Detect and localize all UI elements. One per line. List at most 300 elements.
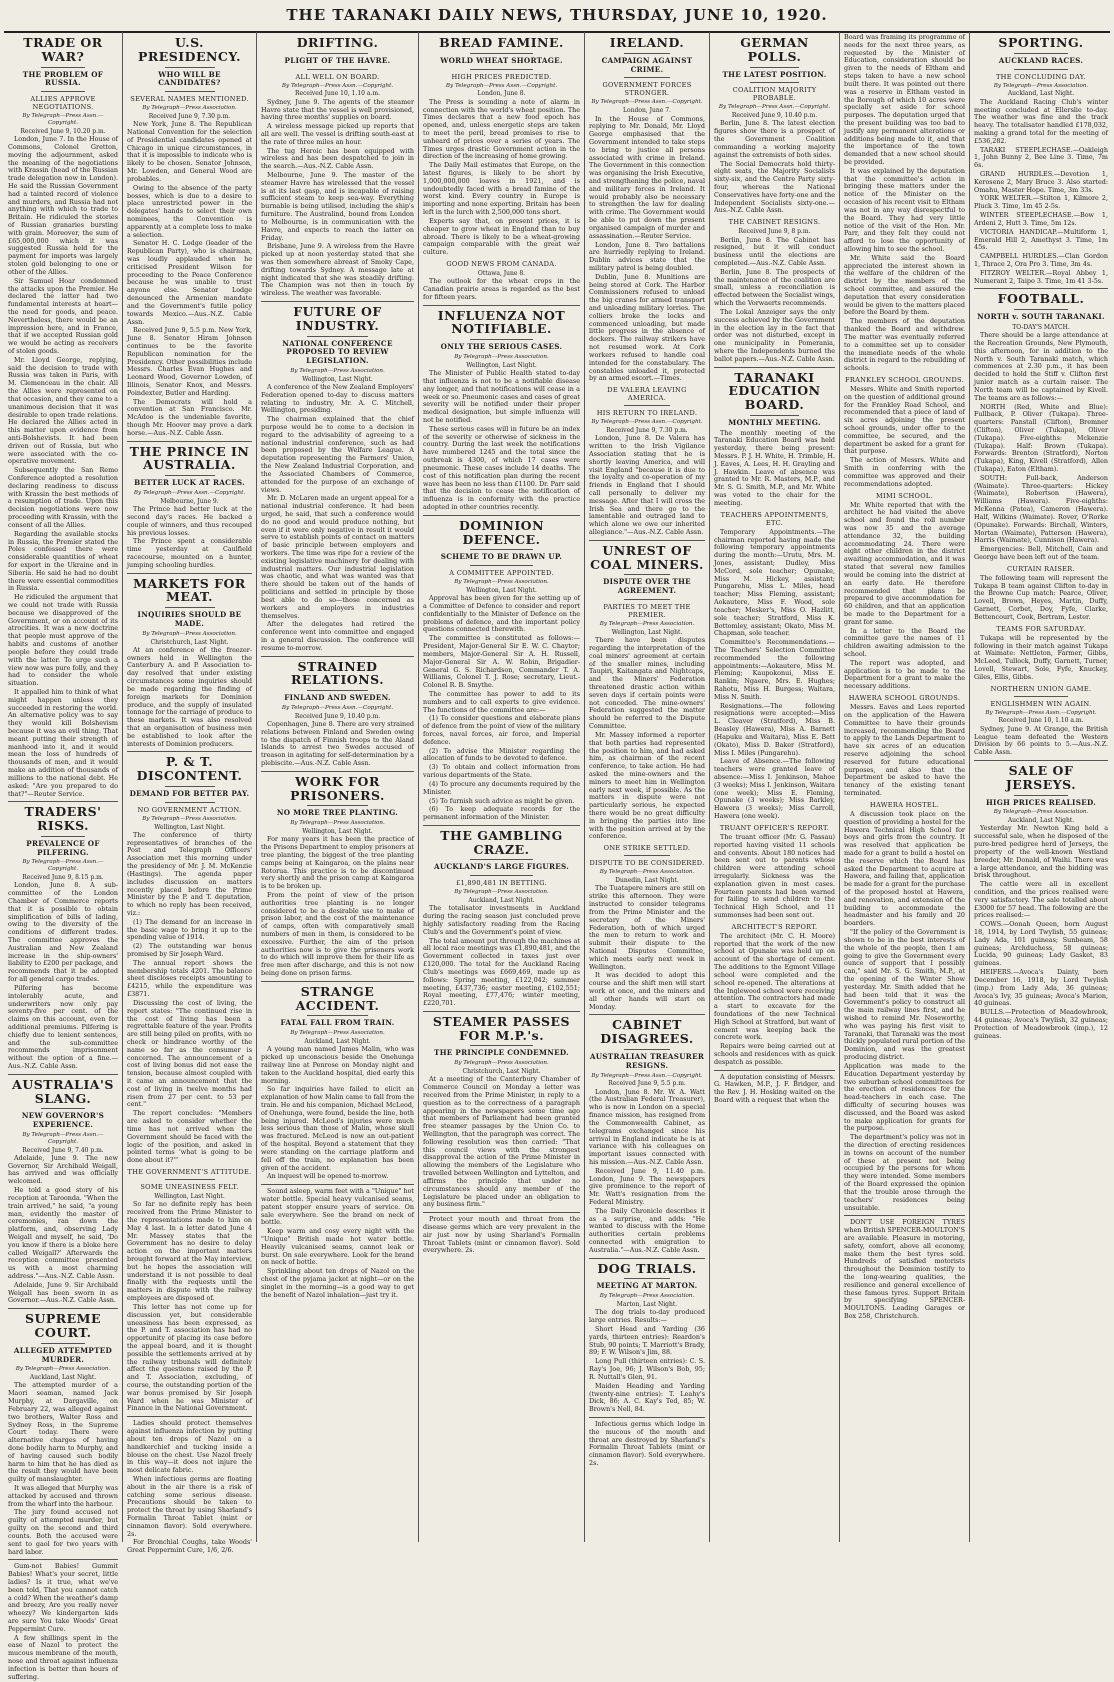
article-divider bbox=[8, 801, 118, 802]
article bbox=[8, 801, 118, 1071]
article-paragraph: The Prince spent a considerable time yesterday at Caulfield racecourse, mounted on a hunter, jumping schooling hurdles. bbox=[127, 537, 252, 569]
article-paragraph: TARAKI STEEPLECHASE.—Oakleigh 1, John Bunny 2, Bee Line 3. Time, 7m 6s. bbox=[974, 145, 1108, 170]
subhead-divider bbox=[624, 77, 670, 78]
article-subhead: ONE STRIKE SETTLED. bbox=[603, 844, 691, 853]
column-7 bbox=[839, 32, 969, 1542]
article-paragraph: BULLS.—Protection of Meadowbrook, 44 guineas; Avoca's Twylish, 32 guineas; Protection of Meadowbrook (imp.), 12 guineas. bbox=[974, 1008, 1108, 1040]
article-paragraph: Tukapa will be represented by the following in their match against Tukapa at Waimate: Nettleton, Farmer, Gibbs, McLeod, Tullock, Duffy, Garnett, Turner, Lovell, Stewart, Sole, Fyfe, Knuckey, Giles, Ellis, Gibbs. bbox=[974, 633, 1108, 681]
article-dateline: Auckland, Last Night. bbox=[468, 897, 535, 905]
article-paragraph: Received June 9, 5.5 p.m. New York, June 8. Senator Hiram Johnson continues to be the favorite Republican nomination for the Presidency. Other possibilities include Messrs. Charles Evan Hughes and Leonard Wood, Governor Lowden, of Illinois, Senator Knox, and Messrs. Poindexter, Butler and Harding. bbox=[127, 326, 252, 397]
article-byline: By Telegraph—Press Assn.—Copyright. bbox=[591, 419, 703, 426]
article-paragraph: From the point of view of the prison authorities tree planting is no longer considered to be a desirable use to make of prison labor, and the cost of the maintenance of camps, often with comparatively small numbers of men in them, is considered to be excessive. Further, the aim of the prison authorities now is to give the prisoners work to do which will improve them for their life as free men after discharge, and this is not now being done on prison farms. bbox=[261, 890, 414, 978]
article-paragraph: Mr. Lloyd George, replying, said the decision to trade with Russia was taken in Paris, with M. Clemenceau in the chair. All the Allies were represented on that occasion, and they came to a unanimous decision that it was desirable to open trade relations. He declared the Allies acted in this matter upon evidence from anti-Bolshevists. It had been driven out of Russia, but who were associated with the co-operative movement. bbox=[8, 355, 118, 466]
article-subhead: GOOD NEWS FROM CANADA. bbox=[446, 259, 557, 268]
article bbox=[423, 515, 580, 822]
article-paragraph: SOUTH: Full-back, Anderson (Waimate). Three-quarters: Hickey (Waimate), Robertson (Hawera), Williams (Hawera). Five-eighths: McKenna (Patea), Cameron (Hawera). Half, Wilkins (Waimate). Rover, O'Rorke (Opunake). Forwards: Birchall, Winters, Mortan (Waimate), Patterson (Hawera), Harris (Waimate), Cunnison (Hawera). bbox=[974, 473, 1108, 545]
article-paragraph: (4) To procure any documents required by the Minister. bbox=[423, 779, 580, 796]
advertisement-text: When infectious germs are floating about in the air there is a risk of catching some serious disease. Precautions should be taken to protect the throat by using Sharland's Formalin Throat Tablet (mint or cinnamon flavor). Sold everywhere. 2s. bbox=[127, 1474, 252, 1538]
article-dateline: London, June 8. bbox=[477, 90, 526, 98]
subhead-divider bbox=[624, 855, 670, 856]
article-divider bbox=[589, 1258, 705, 1259]
article-paragraph: Senator H. C. Lodge (leader of the Republican Party), who is chairman, was loudly applauded when he criticised President Wilson for proceeding to the Peace Conference because he was unable to trust anyone else. Senator Lodge denounced the Armenian mandate and the Government's futile policy towards Mexico.—Aus.-N.Z. Cable Assn. bbox=[127, 239, 252, 326]
article-paragraph: There have been disputes regarding the interpretation of the coal miners' agreement at certain of the smaller mines, including Taupiri, Kaitangata and Nightcaps, and the Miners' Federation threatened drastic action within seven days if certain points were not conceded. The mine-owners' Federation suggested the matter should be referred to the Dispute Committee. bbox=[589, 636, 705, 731]
advertisement-text: DON'T USE FOREIGN TYRES when British SPENCER-MOULTON'S are available. Pleasure in motoring, safety, comfort, above all economy, make them the best tyres sold. Hundreds of satisfied motorists throughout the Dominion testify to the long-wearing qualities, the resilience and general excellence of these famous tyres. Support Britain by specifying SPENCER-MOULTONS. Leading Garages or Box 258, Christchurch. bbox=[844, 1218, 965, 1321]
article-paragraph: There should be a large attendance at the Recreation Grounds, New Plymouth, this afternoon, for in addition to the North v. South Taranaki match, which commences at 2.30 p.m., it has been decided to hold the Stiff v. Clifton first junior match as a curtain raiser. The North team will be captained by Kivell. The teams are as follows:— bbox=[974, 331, 1108, 402]
article-paragraph: For many years it has been the practice of the Prisons Department to employ prisoners at tree planting, the biggest of the tree planting camps being at Kaingaroa, on the plains near Rotorua. This practice is to be discontinued very shortly and the prison camp at Kaingaroa is to be broken up. bbox=[261, 835, 414, 891]
article-byline: By Telegraph—Press Association. bbox=[290, 367, 385, 374]
article-divider bbox=[974, 288, 1108, 289]
subhead-divider bbox=[470, 339, 533, 340]
article-paragraph: The total amount put through the machines at all local race meetings was £1,890,481, and the Government collected in taxes just over £120,000. The total for the Auckland Racing Club's meetings was £669,469, made up as follows: Spring meeting, £122,042; summer meeting, £437,736; easter meeting, £102,551; Royal meeting, £77,476; winter meeting, £220,701. bbox=[423, 936, 580, 1008]
article-headline: STRANGE ACCIDENT. bbox=[295, 983, 380, 1013]
article-paragraph: The Daily Mail estimates that Europe, on the latest figures, is likely to be short by 1,000,000,000 loaves in 1921, and is undoubtedly faced with a bread famine of the worst kind. Every country in Europe is importing and none exporting. Britain has been left in the lurch with 2,500,000 tons short. bbox=[423, 161, 580, 217]
article-dateline: Received June 9, 7.30 p.m. bbox=[148, 112, 231, 120]
subhead-divider bbox=[624, 599, 670, 600]
article-paragraph: London, June 8. Two battalions are hurriedly replying to Ireland. Dublin advices state that the military patrol is being doubled. bbox=[589, 240, 705, 272]
article-paragraph: Owing to the absence of the party bosses, which is due to a desire to place unrestricted power in the delegates' hands to select their own nominees, the Convention is apparently at a complete loss to make a selection. bbox=[127, 183, 252, 239]
article-paragraph: The department's policy was not in the direction of erecting residences in towns on account of the number of these at present not being occupied by the persons for whom they were intended. Some members of the Board expressed the opinion that the trouble arose through the teachers' residences being unsuitable. bbox=[844, 1133, 965, 1212]
subhead-divider bbox=[307, 690, 368, 691]
article-headline: GERMAN POLLS. bbox=[740, 35, 809, 64]
article-dateline: Received June 9, 8.15 p.m. bbox=[22, 874, 104, 881]
subhead-divider bbox=[624, 1049, 670, 1050]
article-paragraph: The Democrats will hold a convention at San Francisco. Mr. McAdoo is the undeniable favorite, though Mr. Hoover may prove a dark horse.—Aus.-N.Z. Cable Assn. bbox=[127, 397, 252, 437]
article-paragraph: The Lokal Anzeiger says the only success achieved by the Government in the election lay in the fact that order was not disturbed, except in one municipality in Pomerania, where the Independents burned the ballot papers.—Aus.-N.Z. Cable Assn. bbox=[714, 307, 835, 363]
article-subhead: GOVERNMENT FORCES STRONGER. bbox=[602, 81, 692, 98]
advertisement-divider bbox=[127, 1416, 252, 1417]
article-subhead: HIGH PRICES REALISED. bbox=[985, 797, 1097, 807]
article-byline: By Telegraph—Press Assn.—Copyright. bbox=[985, 709, 1097, 716]
article bbox=[714, 36, 835, 215]
article-byline: By Telegraph—Press Assn.—Copyright. bbox=[281, 82, 394, 89]
article-headline: TARANAKI EDUCATION BOARD. bbox=[728, 369, 821, 413]
article-paragraph: CAMPBELL HURDLES.—Clan Gordon 1, Thrace 2, Ora Pro 3. Time, 3m 4s. bbox=[974, 252, 1108, 268]
article-paragraph: (2) To advise the Minister regarding the allocation of funds to be devoted to defence. bbox=[423, 746, 580, 763]
article bbox=[974, 36, 1108, 285]
subhead-divider bbox=[750, 82, 798, 83]
advertisement-text: For Bronchial Coughs, take Woods' Great Peppermint Cure, 1/6, 2/6. bbox=[127, 1538, 252, 1555]
article-byline: By Telegraph—Press Association. bbox=[15, 1366, 111, 1373]
article-headline: IRELAND. bbox=[609, 35, 685, 50]
subhead-divider bbox=[1014, 696, 1068, 697]
article-byline: By Telegraph—Press Association. bbox=[993, 82, 1089, 89]
article-paragraph: NORTH (Red, White and Blue): Fullback, P. Oliver (Tukapa). Three-quarters: Panstall (Clifton), Bremner (Clifton), Oliver (Tukapa), Oliver (Tukapa). Five-eighths: Mckenzie (Tukapa). Half: Brown (Tukapa). Forwards: Brenton (Stratford), Norton (Tukapa), King, Kivell (Stratford), Allen (Tukapa), Eaton (Eltham). bbox=[974, 402, 1108, 474]
article bbox=[8, 36, 118, 798]
article-byline: By Telegraph—Press Assn.—Copyright. bbox=[445, 82, 558, 89]
advertisement-text: Ladies should protect themselves against influenza infection by putting about ten drops of Nazol on a handkerchief and tucking inside a blouse on the chest. Use Nazol freely in this way—it does not injure the most delicate fabric. bbox=[127, 1419, 252, 1475]
article-paragraph: COWS.—Oonah Queen, born August 18, 1914, by Lord Twylish, 55 guineas; Lady Ada, 101 guineas; Sunbeam, 58 guineas; Archduchess, 58 guineas; Lucida, 90 guineas; Lady Gasket, 83 guineas. bbox=[974, 920, 1108, 968]
article-dateline: TO-DAY'S MATCH. bbox=[1012, 323, 1070, 331]
article-byline: By Telegraph—Press Association. bbox=[599, 621, 695, 628]
subhead-divider bbox=[307, 336, 368, 337]
article-subhead: ENGLISHMEN WIN AGAIN. bbox=[990, 699, 1092, 708]
article-subhead: MEETING AT MARTON. bbox=[596, 1281, 698, 1291]
article-paragraph: New York, June 8. The Republican National Convention for the selection of Presidential candidates opened at Chicago in unique circumstances, in that it is impossible to indicate who is likely to be chosen. Senator Johnson, Mr. Lowden, and General Wood are probables. bbox=[127, 120, 252, 183]
article-subhead: NORTH v. SOUTH TARANAKI. bbox=[977, 312, 1105, 322]
article bbox=[844, 1063, 965, 1212]
article-byline: By Telegraph—Press Assn.—Copyright. bbox=[718, 104, 831, 111]
article-dateline: Received June 9, 10.20 p.m. bbox=[20, 127, 106, 135]
article-subhead: NORTHERN UNION GAME. bbox=[990, 684, 1092, 693]
article-paragraph: Dublin, June 8. Munitions are being stored at Cork. The Harbor Commissioners refused to unload the big cranes for armed transport and unloading military lorries. The colliers broke the locks and commenced unloading, but made little progress in the absence of dockers. The railway strikers have not resumed work. At Cork workers refused to handle coal intended for the constabulary. The constables unloaded it, protected by an armed escort.—Times. bbox=[589, 272, 705, 383]
article-divider bbox=[261, 981, 414, 982]
article-paragraph: A discussion took place on the question of providing a hostel for the Hawera Technical High School for boys and girls from the country. It was resolved that application be made for a grant to build a hostel on the reserve which the Board has asked the Department to acquire at Hawera, and failing that, application be made for a grant for the purchase of the proposed hostel at Hawera, and renovation, and extension of the building to accommodate the headmaster and his family and 20 boarders. bbox=[844, 809, 965, 928]
article-dateline: Wellington, Last Night. bbox=[611, 628, 683, 636]
article-subhead: HIGH PRICES PREDICTED. bbox=[451, 72, 552, 81]
article-paragraph: London, June 7. In the House of Commons, Colonel Gretton, moving the adjournment, asked the meaning of the negotiations with Krassin (head of the Russian trade delegation now in London). He said the Russian Government had a tainted record of violence and murders, and Russia had not anything with which to trade to Britain. He ridiculed the stories of Russian granaries bursting with grain. Moreover, the sum of £65,000,000 which it was suggested Russia held for the payment for imports was largely stolen gold belonging to one or other of the Allies. bbox=[8, 135, 118, 276]
article-byline: By Telegraph—Press Assn.—Copyright. bbox=[133, 490, 246, 496]
article-paragraph: This letter has not come up for discussion yet, but considerable uneasiness has been expressed, as the P. and T. association has had no opportunity of placing its case before the appeal board, and it is thought possible the settlements arrived at by the railway tribunals will definitely affect the questions raised by the P. and T. Association, excluding, of course, the outstanding portion of the war bonus promised by Sir Joseph Ward when he was Minister of Finance in the National Government. bbox=[127, 1302, 252, 1413]
advertisement-text: Protect your mouth and throat from the disease germs which are very prevalent in the air just now by using Sharland's Formalin Throat Tablets (mint or cinnamon flavor). Sold everywhere. 2s. bbox=[423, 1215, 580, 1255]
article-byline: By Telegraph—Press Association. bbox=[142, 105, 237, 112]
article-paragraph: Committee's Recommendations.—The Teachers' Selection Committee recommended the following appointments:—Aokautere, Miss M. Fleming; Kaupokonui, Miss E. Rankin; Ngaere, Mrs. E. Hughes; Rahotu, Miss H. Burgess; Waitara, Miss N. Smith. bbox=[714, 638, 835, 701]
article-paragraph: Berlin, June 8. The latest election figures show there is a prospect of the Government Coalition commanding a working majority against the extremists of both sides. bbox=[714, 119, 835, 159]
subhead-divider bbox=[165, 786, 215, 787]
article-subhead: SCHEME TO BE DRAWN UP. bbox=[440, 552, 563, 562]
article-paragraph: It was explained by the deputation that the committee's action in bringing these matters under the notice of the Minister on the occasion of his recent visit to Eltham was not in any way disrespectful to the Board. They had very little notice of the visit of the Hon. Mr. Parr, and they felt they could not afford to lose the opportunity of allowing him to see the school. bbox=[844, 166, 965, 253]
article-divider bbox=[589, 1014, 705, 1015]
article-byline: By Telegraph—Press Association. bbox=[290, 820, 385, 827]
article-paragraph: It was alleged that Murphy was attacked by accused and thrown from the wharf into the harbour. bbox=[8, 1484, 118, 1508]
article bbox=[423, 825, 580, 1008]
article-subhead: CAMPAIGN AGAINST CRIME. bbox=[601, 55, 693, 74]
subhead-divider bbox=[41, 67, 85, 68]
advertisement-text: A deputation consisting of Messrs. G. Hawken, M.P., J. F. Bridger, and the Rev. J. H. Hosking waited on the Board with a request that when the bbox=[714, 1072, 835, 1105]
article-paragraph: The chairman explained that the chief purpose would be to come to a decision in regard to the advisability of agreeing to a national industrial conference, such as had been proposed by the Welfare League. A deputation representing the Farmers' Union, the New Zealand Industrial Corporation, and the Associated Chambers of Commerce, attended for the purpose of an exchange of views. bbox=[261, 415, 414, 494]
article-subhead: MONTHLY MEETING. bbox=[728, 417, 821, 427]
article-paragraph: GRAND HURDLES.—Devotion 1, Kerosene 2, Mary Bruce 3. Also started: Omahu, Master Hope. Time, 3m 33s. bbox=[974, 170, 1108, 194]
article-dateline: Wellington, Last Night. bbox=[154, 823, 225, 831]
article-headline: WORK FOR PRISONERS. bbox=[290, 773, 385, 803]
article-subhead: ALL WELL ON BOARD. bbox=[295, 72, 380, 81]
article-subhead: DISPUTE OVER THE AGREEMENT. bbox=[603, 577, 691, 596]
article-byline: By Telegraph—Press Association. bbox=[290, 1030, 385, 1037]
article-paragraph: Repairs were being carried out at schools and residences with as quick despatch as possible. bbox=[714, 1042, 835, 1066]
column-5 bbox=[584, 32, 709, 1542]
subhead-divider bbox=[165, 475, 215, 476]
article-subhead: THE PRINCIPLE CONDEMNED. bbox=[434, 1048, 569, 1058]
article-paragraph: Adelaide, June 9. Sir Archibald Weigall has been sworn in as Governor.—Aus.-N.Z. Cable Assn. bbox=[8, 1280, 118, 1305]
article bbox=[714, 923, 835, 1067]
article-paragraph: The cattle were all in excellent condition, and the prices realised were very satisfactory. The sale totalled about £3000 for 57 head. The following are the prices realised:— bbox=[974, 880, 1108, 920]
article bbox=[127, 1168, 252, 1413]
article-subhead: TEAMS FOR SATURDAY. bbox=[996, 624, 1086, 633]
article-headline: UNREST OF COAL MINERS. bbox=[590, 542, 704, 572]
article-headline: SALE OF JERSEYS. bbox=[1005, 763, 1077, 792]
article bbox=[423, 1011, 580, 1209]
article-subhead: A COMMITTEE APPOINTED. bbox=[449, 569, 554, 578]
article-subhead: HAWERA HOSTEL. bbox=[869, 800, 940, 809]
article-dateline: Wellington, Last Night. bbox=[154, 1193, 225, 1200]
article-dateline: Auckland, Last Night. bbox=[304, 1038, 371, 1045]
article-subhead: FATAL FALL FROM TRAIN. bbox=[280, 1018, 395, 1028]
article-subhead: THE CABINET RESIGNS. bbox=[728, 218, 821, 227]
article-divider bbox=[261, 656, 414, 657]
article-paragraph: (3) To obtain and collect information from various departments of the State. bbox=[423, 763, 580, 780]
article-divider bbox=[423, 825, 580, 826]
article-paragraph: The architect (Mr. C. H. Moore) reported that the work of the new school at Opunake was held up on account of the shortage of cement. The additions to the Egmont Village school were completed and the school re-opened. The alterations at the Inglewood school were receiving attention. The contractors had made a start to excavate for the foundations of the new Technical High School at Stratford, but want of cement was keeping back the concrete work. bbox=[714, 931, 835, 1042]
article-paragraph: (2) The outstanding war bonus promised by Sir Joseph Ward. bbox=[127, 942, 252, 958]
article-byline: By Telegraph—Press Assn.—Copyright. bbox=[22, 1131, 104, 1145]
article-paragraph: (5) To furnish such advice as might be given. bbox=[429, 796, 575, 805]
column-1 bbox=[4, 32, 122, 1681]
article-paragraph: The tug Heroic has been equipped with wireless and has been despatched to join in the search.—Aus.-N.Z. Cable Assn. bbox=[261, 146, 414, 171]
article-byline: By Telegraph—Press Assn.—Copyright. bbox=[591, 1072, 703, 1079]
advertisement-text: A few shillings spent in the ease of Nazol to protect the mucous membrane of the mouth, nose and throat against influenza infection is better than hours of suffering. bbox=[8, 1633, 118, 1681]
article-subhead: THE GOVERNMENT'S ATTITUDE. bbox=[127, 1167, 252, 1176]
article-headline: STRAINED RELATIONS. bbox=[290, 658, 385, 688]
article-dateline: Wellington, Last Night. bbox=[302, 827, 373, 835]
column-8 bbox=[969, 32, 1112, 1542]
article-subhead: HIS RETURN TO IRELAND. bbox=[596, 409, 698, 418]
article-dateline: Received June 10, 1.10 a.m. bbox=[295, 90, 380, 98]
article-subhead: PARTIES TO MEET THE PREMIER. bbox=[603, 602, 691, 619]
article-divider bbox=[423, 515, 580, 516]
article-subhead: CURTAIN RAISER. bbox=[1007, 564, 1075, 573]
article-subhead: NO GOVERNMENT ACTION. bbox=[137, 805, 242, 814]
article bbox=[844, 492, 965, 692]
advertisement-divider bbox=[714, 1070, 835, 1071]
article-paragraph: London, June 8. Mr. W. A. Watt (the Australian Federal Treasurer), who is now in London on a special finance mission, has resigned from the Commonwealth Cabinet, as telegrams exchanged since his arrival in England indicate he is at variance with his colleagues on important issues connected with his mission.—Aus.-N.Z. Cable Assn. bbox=[589, 1087, 705, 1166]
article-divider bbox=[127, 441, 252, 442]
article-paragraph: Copenhagen, June 8. There are very strained relations between Finland and Sweden owing to the dispatch of Finnish troops to the Aland Islands to arrest two Swedes accused of treason in agitating for self-determination by a plebiscite.—Aus.-N.Z. Cable Assn. bbox=[261, 720, 414, 768]
article-paragraph: The Auckland Racing Club's winter meeting concluded at Ellerslie to-day. The weather was fine and the track heavy. The totalisator handled £178,032, making a grand total for the meeting of £536,282. bbox=[974, 97, 1108, 145]
article-headline: TRADE OR WAR? bbox=[23, 35, 103, 64]
article-divider bbox=[8, 1308, 118, 1309]
article-dateline: Received June 9, 10.40 p.m. bbox=[294, 712, 381, 720]
article-paragraph: In the House of Commons, replying to Mr. Donald, Mr. Lloyd George emphasised that the Government intended to take steps to bring to justice all persons associated with crime in Ireland. The Government in this connection was organising the Irish Executive, and strengthening the police, naval and military forces in Ireland. It would probably also be necessary to strengthen the law for dealing with crime. The Government would be able to put down the present organised campaign of murder and assassination.—Reuter Service. bbox=[589, 114, 705, 240]
article-paragraph: The totalisator investments in Auckland during the racing season just concluded prove highly satisfactory reading from the Racing Club's and the Government's point of view. bbox=[423, 904, 580, 936]
article bbox=[589, 36, 705, 383]
article-dateline: Wellington, Last Night. bbox=[466, 586, 537, 594]
article-paragraph: The Minister of Public Health stated to-day that influenza is not to be a notifiable disease any longer, and that notifications will cease in a week or so. Pneumonic cases and cases of great severity will be notified under their proper medical designation, but simple influenza will not be notified. bbox=[423, 369, 580, 424]
article-paragraph: The report was adopted, and application is to be made to the Department for a grant to make the necessary additions. bbox=[844, 658, 965, 691]
article-dateline: Melbourne, June 9. bbox=[160, 497, 219, 505]
article-paragraph: Berlin, June 8. The Cabinet has resigned, but it will conduct business until the elections are completed.—Aus.-N.Z. Cable Assn. bbox=[714, 235, 835, 267]
article-paragraph: So far no definite reply has been received from the Prime Minister to the representations made to him on May 4 last. In a letter dated June 4 Mr. Massey states that the Government has no desire to delay action on the important matters brought forward at the May interview, but he hopes the association will understand it is not possible to deal finally with the requests until the matters in dispute with the railway employees are disposed of. bbox=[127, 1200, 252, 1303]
advertisement bbox=[423, 1216, 580, 1255]
article-paragraph: It was decided to adopt this course and the shift men will start work at once, and the miners and all other hands will start on Monday. bbox=[589, 971, 705, 1011]
article-headline: TRADERS' RISKS. bbox=[24, 804, 102, 834]
article-paragraph: Long Pull (thirteen entries): C. S. Ray's Joe, 96; J. Wilson's Bob, 95; R. Nuttall's Glen, 91. bbox=[589, 1357, 705, 1381]
subhead-divider bbox=[307, 1015, 368, 1016]
article-paragraph: After the delegates had retired the conference went into committee and engaged in a general discussion. The conference will resume to-morrow. bbox=[261, 620, 414, 652]
subhead-divider bbox=[307, 53, 368, 54]
advertisement-text: Sound asleep, warm feet with a "Unique" hot water bottle. Special heavy vulcanised seams, patent stopper ensure years of service. On sale everywhere. See the brand on neck of bottle. bbox=[261, 1187, 414, 1227]
article-byline: By Telegraph—Press Association. bbox=[454, 1060, 549, 1067]
article-subhead: TRUANT OFFICER'S REPORT. bbox=[719, 823, 830, 832]
article-subhead: ALLEGED ATTEMPTED MURDER. bbox=[13, 1345, 113, 1364]
article-paragraph: London, June 8. A sub-committee of the London Chamber of Commerce reports that it is possible to obtain simplification of bills of lading, owing to the diversity of the conditions of different trades. The committee approves the Australian and New Zealand increase in the ship-owners' liability to £200 per package, and recommends that it be adopted for all general cargo trades. bbox=[8, 881, 118, 984]
advertisement bbox=[127, 1420, 252, 1555]
subhead-divider bbox=[165, 67, 215, 68]
article-subhead: INQUIRIES SHOULD BE MADE. bbox=[137, 610, 242, 628]
article-paragraph: These serious cases will in future be an index of the severity or otherwise of sickness in the country. During the last week the notifications have numbered 1245 and the total since the outbreak is 4300, of which 17 cases were pneumonic. These cases include 14 deaths. The cost of this notification plan during the recent wave has been no less than £1100. Dr. Parr said that the decision to cease the notification of influenza is in conformity with the practice adopted in other countries recently. bbox=[423, 424, 580, 511]
article-paragraph: The attempted murder of a Maori seaman, named Jack Murphy, at Dargaville, on February 22, was alleged against two brothers, Walter Ross and Sydney Ross, in the Supreme Court today. There were alternative charges of having done bodily harm to Murphy, and of having caused such bodily harm to him that he has died as the result they would have been guilty of manslaughter. bbox=[8, 1381, 118, 1484]
article-paragraph: Pilfering has become intolerably acute, and underwriters now only pay seventy-five per cent. of the claims on this account, even for additional premiums. Pilfering is chiefly due to lenient sentences, and the sub-committee recommends imprisonment without the option of a fine.—Aus.-N.Z. Cable Assn. bbox=[8, 983, 118, 1070]
article-paragraph: The outlook for the wheat crops in the Canadian prairie areas is regarded as the best for fifteen years. bbox=[423, 277, 580, 301]
article-byline: By Telegraph—Press Assn.—Copyright. bbox=[591, 99, 703, 106]
article bbox=[127, 36, 252, 438]
article-paragraph: Subsequently the San Remo Conference adopted a resolution declaring readiness to discuss with Krassin the best methods of a resumption of trade. Upon this decision negotiations were now proceeding with Krassin, with the consent of all the Allies. bbox=[8, 466, 118, 529]
column-3 bbox=[256, 32, 418, 1542]
article-paragraph: Brisbane, June 9. A wireless from the Havre picked up at noon yesterday stated that she was then somewhere abreast of Smoky Cape, drifting towards Sydney. A message late at night indicated that she was steadily drifting. The Champion was not then in touch by wireless. The weather was favorable. bbox=[261, 242, 414, 298]
article-paragraph: Mr. D. McLaren made an urgent appeal for a national industrial conference. It had been urged, he said, that such a conference would do no good and would produce nothing, but even if it were only negative in result it would serve to establish points of contact on matters of basic principle between employers and workers. The time was ripe for a review of the existing legislative machinery for dealing with industrial matters. Our industrial legislation was chaotic, and what was wanted was that there should be taken out of the hands of politicians and settled in principle by those best able to do so—those concerned as workers and employers in industries themselves. bbox=[261, 494, 414, 620]
article-paragraph: The Social Democrats hold thirty-eight seats, the Majority Socialists sixty-six, and the Centre Party sixty-four, whereas the National Conservatives have forty-one and the Independent Socialists sixty-one.—Aus.-N.Z. Cable Assn. bbox=[714, 159, 835, 215]
subhead-divider bbox=[470, 1045, 533, 1046]
article bbox=[589, 1258, 705, 1414]
article-divider bbox=[589, 540, 705, 541]
article-dateline: Received June 9, 5.5 p.m. bbox=[608, 1080, 686, 1088]
subhead-divider bbox=[1014, 69, 1068, 70]
article-headline: CABINET DISAGREES. bbox=[600, 1017, 694, 1047]
article-paragraph: The Daily Chronicle describes it as a surprise, and adds: "He wanted to discuss with the Home authorities certain problems connected with emigration to Australia."—Aus.-N.Z. Cable Assn. bbox=[589, 1206, 705, 1254]
advertisement bbox=[261, 1188, 414, 1299]
article bbox=[589, 540, 705, 841]
newspaper-columns bbox=[4, 32, 1112, 1681]
article bbox=[127, 751, 252, 1165]
article-subhead: THE LATEST POSITION. bbox=[722, 69, 827, 79]
article-paragraph: Adelaide, June 9. The new Governor, Sir Archibald Weigall, has arrived and was officially welcomed. bbox=[8, 1153, 118, 1186]
article-paragraph: Resignations.—The following resignations were accepted:—Miss L. Cleaver (Stratford), Miss B. Beasley (Hawera), Miss A. Barnett (Hapuku and Waitara), Miss E. Bett (Okato), Miss D. Baker (Stratford), Miss I. Miles (Pungarehu). bbox=[714, 701, 835, 757]
article-dateline: Received June 9, 8 p.m. bbox=[738, 228, 811, 236]
article-paragraph: The action of Messrs. White and Smith in conferring with the committee was approved and their recommendations adopted. bbox=[844, 456, 965, 488]
advertisement-text: Gum-not Babies! Gummit Babies! What's your secret, little ladies? Is it true, what we've been told, That you cannot catch a cold? When the weather's damp and breezy, Are you really never wheezy? We kindergarten kids are sure You take Woods' Great Peppermint Cure. bbox=[8, 1562, 118, 1633]
article-headline: SPORTING. bbox=[998, 35, 1084, 50]
article-dateline: Ottawa, June 8. bbox=[477, 269, 526, 277]
article-subhead: NO MORE TREE PLANTING. bbox=[276, 808, 399, 818]
article-divider bbox=[127, 751, 252, 752]
article-subhead: BETTER LUCK AT RACES. bbox=[134, 478, 245, 488]
article-paragraph: An inquest will be opened to-morrow. bbox=[267, 1172, 389, 1181]
subhead-divider bbox=[624, 405, 670, 406]
article-subhead: WHO WILL BE CANDIDATES? bbox=[158, 69, 221, 88]
article-subhead: DEMAND FOR BETTER PAY. bbox=[129, 788, 250, 798]
article-paragraph: Sydney, June 9. At Grange, the British League team defeated the Western Division by 66 points to 5.—Aus.-N.Z. Cable Assn. bbox=[974, 724, 1108, 757]
article bbox=[589, 386, 705, 537]
article bbox=[261, 981, 414, 1181]
article-subhead: SOME UNEASINESS FELT. bbox=[140, 1182, 239, 1191]
article-subhead: COALITION MAJORITY PROBABLE. bbox=[732, 86, 817, 103]
article-paragraph: Received June 9, 11.40 p.m. London, June 9. The newspapers give prominence to the report of Mr. Watt's resignation from the Federal Ministry. bbox=[589, 1166, 705, 1207]
subhead-divider bbox=[1014, 795, 1068, 796]
article-dateline: Marton, Last Night. bbox=[616, 1301, 678, 1309]
subhead-divider bbox=[624, 1278, 670, 1279]
article-paragraph: Application was made to the Education Department yesterday by two suburban school committees for the erection of residences for the head-teachers in each case. The difficulty of securing houses was discussed, and the Board was asked to make application for grants for the purpose. bbox=[844, 1061, 965, 1133]
article-byline: By Telegraph—Press Association. bbox=[142, 815, 237, 822]
article-paragraph: He ridiculed the argument that we could not trade with Russia because we disapproved of the Government, or on account of its atrocities. It was a new doctrine that people must approve of the habits and customs of another people before they could trade with the latter. To urge such a view now was pure folly, and they had to consider the whole situation. bbox=[8, 593, 118, 688]
article-subhead: AUSTRALIAN TREASURER RESIGNS. bbox=[589, 1051, 705, 1070]
article bbox=[844, 34, 965, 373]
article-headline: SUPREME COURT. bbox=[24, 1311, 102, 1340]
article bbox=[974, 625, 1108, 682]
article-dateline: Auckland, Last Night. bbox=[29, 1374, 97, 1382]
article-divider bbox=[423, 1011, 580, 1012]
article bbox=[714, 824, 835, 920]
article-headline: FUTURE OF INDUSTRY. bbox=[293, 304, 382, 333]
subhead-divider bbox=[165, 607, 215, 608]
article-paragraph: Temporary Appointments.—The chairman reported having made the following temporary appointments during the month:—Urutu, Mrs. M. Jones, assistant; Dudley, Miss McCord, sole teacher; Opunake, Miss M. Hickey, assistant; Pungarehu, Miss L. Miles, head teacher; Miss Fleming, assistant; Aokautere, Miss F. Wood, sole teacher; Mesker's, Miss O. Hazlitt, sole teacher; Stratford, Miss K. Bottomley, assistant; Okato, Miss M. Chapman, sole teacher. bbox=[714, 527, 835, 638]
article-subhead: PREVALENCE OF PILFERING. bbox=[26, 838, 100, 857]
article-headline: THE PRINCE IN AUSTRALIA. bbox=[129, 443, 250, 473]
advertisement-divider bbox=[423, 1212, 580, 1213]
article-dateline: Received June 9, 7.30 p.m. bbox=[606, 427, 688, 435]
article-divider bbox=[714, 367, 835, 368]
article bbox=[127, 441, 252, 570]
column-6 bbox=[709, 32, 839, 1542]
subhead-divider bbox=[165, 802, 215, 803]
article-headline: FOOTBALL. bbox=[997, 291, 1085, 307]
article-paragraph: Emergencies: Bell, Mitchell, Cain and George have been left out of the team. bbox=[974, 545, 1108, 561]
article-byline: By Telegraph—Press Association. bbox=[454, 354, 549, 360]
article-byline: By Telegraph—Press Association. bbox=[993, 809, 1089, 816]
article bbox=[844, 801, 965, 1062]
article-paragraph: At a meeting of the Canterbury Chamber of Commerce Council on Monday a letter was received from the Prime Minister, in reply to a question as to the correctness of a paragraph appearing in the newspapers some time ago that members of Parliament had been granted free steamer passages by the Union Co. to Wellington, that the paragraph was correct. The following resolution was then carried: "That this council views with the strongest disapproval the action of the Prime Minister in allowing the members of the Legislature who travelled between Wellington and Lyttelton, and affirms the principle that under no circumstances should any member of the Legislature be placed under an obligation to any business firm." bbox=[423, 1075, 580, 1209]
article-subhead: DE VALERA LEAVING AMERICA. bbox=[607, 386, 687, 403]
article-paragraph: Experts say that, on present prices, it is cheaper to grow wheat in England than to buy abroad. There is likely to be a wheat-growing campaign comparable with the great war culture. bbox=[423, 216, 580, 257]
article-subhead: SEVERAL NAMES MENTIONED. bbox=[130, 95, 249, 104]
article-paragraph: Sir Samuel Hoar condemned the attacks upon the Premier. He declared the latter had two fundamental interests at heart—the need for goods, and peace. Nevertheless, there would be an impression here, and in France, that if we accepted Russian gold we would be acting as receivers of stolen goods. bbox=[8, 276, 118, 355]
advertisement-divider bbox=[261, 1184, 414, 1185]
advertisement-text: Sprinkling about ten drops of Nazol on the chest of the pyjama jacket at night—or on the singlet in the morning—is a good way to get the benefit of Nazol inhalation—just try it. bbox=[261, 1267, 414, 1299]
subhead-divider bbox=[41, 836, 85, 837]
article-subhead: NATIONAL CONFERENCE PROPOSED TO REVIEW LEGISLATION. bbox=[282, 338, 393, 366]
article bbox=[261, 36, 414, 298]
article-headline: P. & T. DISCONTENT. bbox=[136, 754, 243, 784]
subhead-divider bbox=[470, 875, 533, 876]
article-byline: By Telegraph—Press Assn.—Copyright. bbox=[281, 704, 394, 711]
article-subhead: £1,890,481 IN BETTING. bbox=[456, 879, 547, 888]
subhead-divider bbox=[41, 91, 85, 92]
article-paragraph: The Prince had better luck at the second day's races. He backed a couple of winners, and thus recouped his previous losses. bbox=[127, 505, 252, 537]
article bbox=[844, 694, 965, 798]
subhead-divider bbox=[165, 91, 215, 92]
subhead-divider bbox=[470, 69, 533, 70]
advertisement-divider bbox=[589, 1417, 705, 1418]
article-byline: By Telegraph—Press Assn.—Copyright. bbox=[22, 859, 104, 873]
article-subhead: THE CONCLUDING DAY. bbox=[995, 72, 1086, 81]
article-dateline: Dunedin, Last Night. bbox=[615, 877, 679, 885]
article-subhead: FINLAND AND SWEDEN. bbox=[284, 693, 391, 703]
article-paragraph: Melbourne, June 9. The master of the steamer Havre has wirelessed that the vessel is at its last gasp, and is incapable of raising sufficient steam to keep sea-way. Everything burnable is being utilised, including the ship's furniture. The Australind, bound from London to Melbourne, is in communication with the Havre, and expects to reach the latter on Friday. bbox=[261, 171, 414, 242]
article-paragraph: FITZROY WELTER.—Royal Abbey 1, Numerant 2, Taipo 3. Time, 1m 41 3-5s. bbox=[974, 268, 1108, 285]
article bbox=[974, 565, 1108, 622]
advertisement-divider bbox=[844, 1215, 965, 1216]
article-subhead: PLIGHT OF THE HAVRE. bbox=[284, 55, 391, 65]
subhead-divider bbox=[41, 1108, 85, 1109]
article-headline: AUSTRALIA'S SLANG. bbox=[12, 1076, 114, 1106]
article bbox=[974, 760, 1108, 1040]
subhead-divider bbox=[750, 67, 798, 68]
article-headline: INFLUENZA NOT NOTIFIABLE. bbox=[437, 307, 566, 337]
article-divider bbox=[8, 1074, 118, 1075]
article bbox=[423, 36, 580, 257]
article-paragraph: The committee is constituted as follows:—President, Major-General Sir E. W. C. Chaytor; members, Major-General Sir A. H. Russell, Major-General Sir A. W. Robin, Brigadier-General G. S. Richardson, Commander T. A. Williams, Colonel T. J. Rose; secretary, Lieut.-Colonel R. B. Smythe. bbox=[423, 634, 580, 690]
article bbox=[974, 288, 1108, 561]
article bbox=[423, 305, 580, 512]
article bbox=[8, 1308, 118, 1556]
article-dateline: Received June 10, 1.10 a.m. bbox=[998, 717, 1084, 725]
advertisement-text: Keep warm and cosy every night with the "Unique" British made hot water bottle. Heavily vulcanised seams, cannot leak or burst. On sale everywhere. Look for the brand on neck of bottle. bbox=[261, 1227, 414, 1267]
article-dateline: Auckland, Last Night. bbox=[1007, 817, 1075, 825]
article-paragraph: The conference of thirty representatives of branches of the Post and Telegraph Officers' Association met this morning under the presidency of Mr. J. M. McKenzie (Hastings). The agenda paper includes discussion on matters recently placed before the Prime Minister by the P. and T. deputation, to which no reply has been received, viz.: bbox=[127, 830, 252, 917]
article-paragraph: The jury found accused not guilty of attempted murder, but guilty on the second and third counts. Both the accused were sent to gaol for two years with hard labor. bbox=[8, 1508, 118, 1556]
article-subhead: DISPUTE TO BE CONSIDERED. bbox=[589, 859, 705, 868]
subhead-divider bbox=[41, 1343, 85, 1344]
subhead-divider bbox=[470, 53, 533, 54]
article bbox=[589, 844, 705, 1011]
article-paragraph: HEIFERS.—Avoca's Dainty, born December 16, 1918, by Lord Twylish (imp.) from Lady Ada, 36 guineas; Avoca's Ivy, 35 guineas; Avoca's Marion, 40 guineas. bbox=[974, 968, 1108, 1008]
